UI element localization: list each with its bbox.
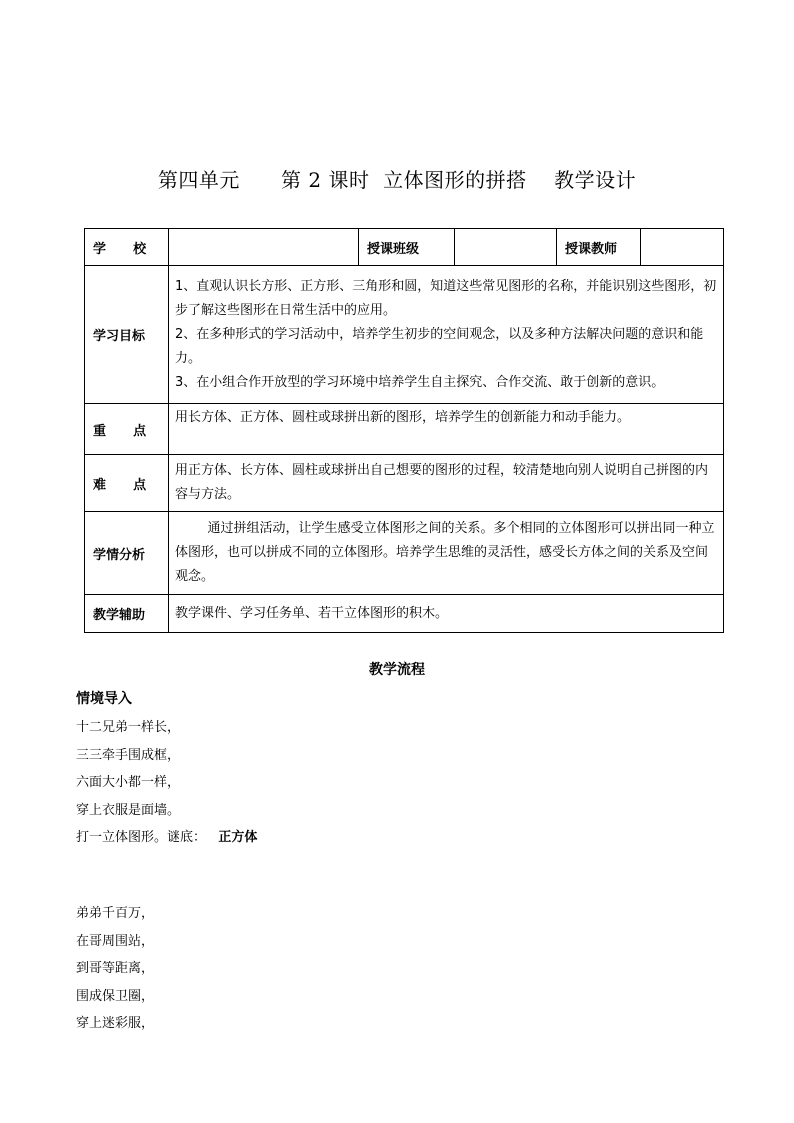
- riddle-line: 三三牵手围成框，: [76, 747, 181, 763]
- riddle-line: 围成保卫圈，: [76, 988, 155, 1004]
- key-label: 重 点: [85, 404, 169, 455]
- riddle-line: 穿上迷彩服，: [76, 1016, 155, 1031]
- aids-label: 教学辅助: [85, 595, 169, 633]
- teacher-label: 授课教师: [557, 229, 641, 266]
- table-row-difficulty: [85, 455, 724, 512]
- aids-text: 教学课件、学习任务单、若干立体图形的积木。: [169, 595, 724, 633]
- difficulty-text: 用正方体、长方体、圆柱或球拼出自己想要的图形的过程，较清楚地向别人说明自己拼图的内 容与方法。: [169, 455, 724, 512]
- class-label: 授课班级: [359, 229, 455, 266]
- goal-item: 1、直观认识长方形、正方形、三角形和圆，知道这些常见图形的名称，并能识别这些图形，初步了解这些图形在日常生活中的应用。: [175, 278, 717, 318]
- teacher-value: [641, 229, 724, 266]
- table-row-key: [85, 404, 724, 455]
- riddle-line: 十二兄弟一样长，: [76, 720, 181, 735]
- table-row-analysis: [85, 512, 724, 595]
- riddle-2: [76, 900, 154, 1038]
- class-value: [455, 229, 557, 266]
- page-title: 第四单元 第 2 课时 立体图形的拼搭 教学设计: [157, 168, 637, 192]
- section-title: 情境导入: [76, 691, 132, 707]
- difficulty-label: 难 点: [85, 455, 169, 512]
- school-label: 学 校: [85, 229, 169, 266]
- analysis-label: 学情分析: [85, 512, 169, 595]
- flow-title: 教学流程: [369, 662, 425, 678]
- goals-label: 学习目标: [85, 266, 169, 404]
- table-row-goals: [85, 266, 724, 404]
- riddle-1: [76, 714, 257, 852]
- analysis-text: 通过拼组活动，让学生感受立体图形之间的关系。多个相同的立体图形可以拼出同一种立体图形，也可以拼成不同的立体图形。培养学生思维的灵活性，感受长方体之间的关系及空间观念。: [169, 512, 724, 595]
- goal-item: 2、在多种形式的学习活动中，培养学生初步的空间观念，以及多种方法解决问题的意识和能力。: [175, 326, 704, 366]
- table-row-aids: [85, 595, 724, 633]
- riddle-answer-line: [76, 824, 257, 852]
- riddle-line: 弟弟千百万，: [76, 906, 155, 921]
- riddle-answer: 正方体: [218, 830, 258, 845]
- goals-cell: [169, 266, 724, 404]
- riddle-prompt: 打一立体图形。谜底：: [76, 830, 207, 845]
- table-row-header: [85, 229, 724, 266]
- lesson-info-table: [84, 228, 724, 633]
- key-text: 用长方体、正方体、圆柱或球拼出新的图形，培养学生的创新能力和动手能力。: [169, 404, 724, 455]
- riddle-line: 在哥周围站，: [76, 933, 155, 949]
- riddle-line: 六面大小都一样，: [76, 775, 181, 790]
- school-value: [169, 229, 359, 266]
- goal-item: 3、在小组合作开放型的学习环境中培养学生自主探究、合作交流、敢于创新的意识。: [175, 374, 665, 390]
- riddle-line: 到哥等距离，: [76, 961, 155, 976]
- riddle-line: 穿上衣服是面墙。: [76, 802, 181, 818]
